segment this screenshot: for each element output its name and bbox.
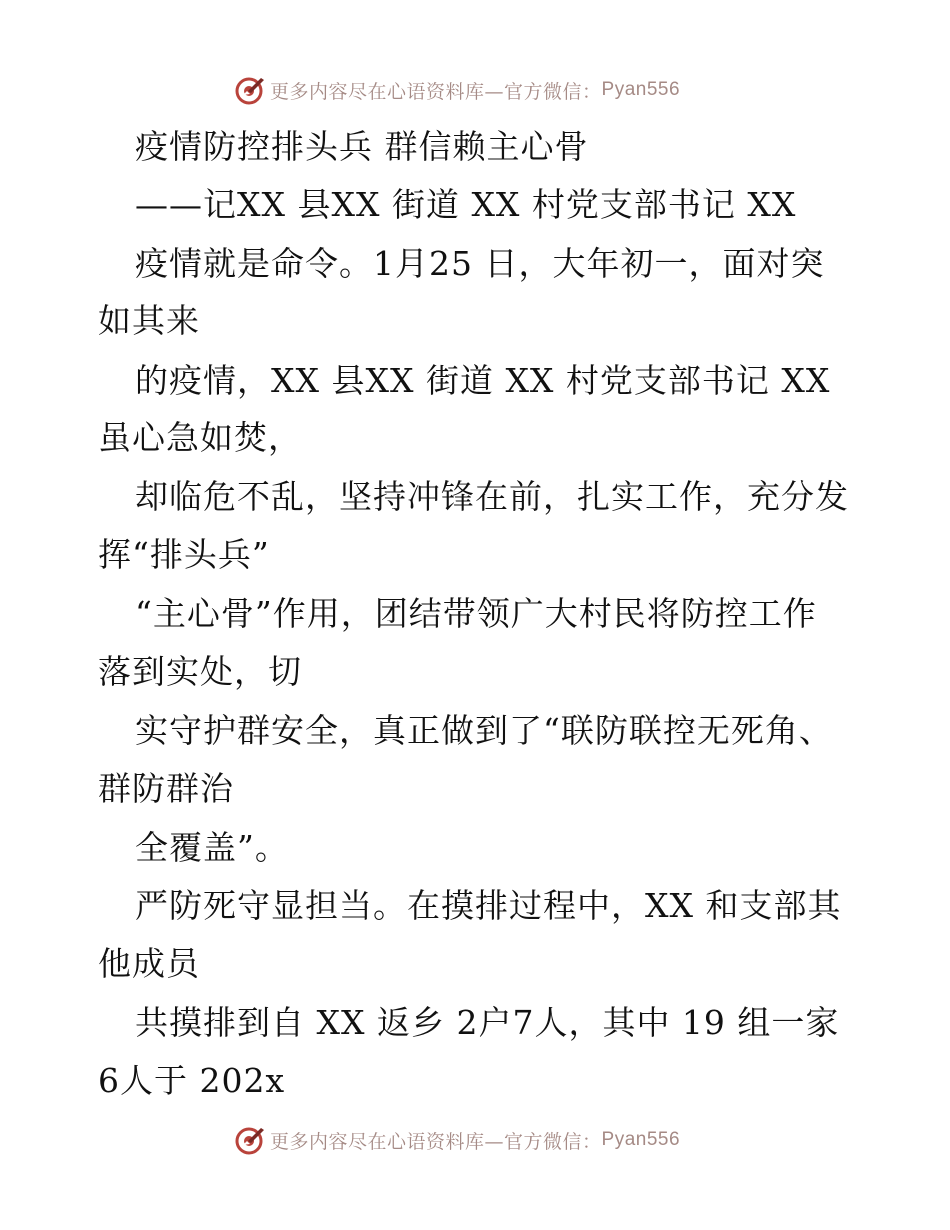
document-title: 疫情防控排头兵 群信赖主心骨 [135,127,589,166]
watermark-banner-top [0,73,950,107]
paragraph-line: 他成员 [98,944,200,983]
paragraph-line: 虽心急如焚， [98,418,302,457]
paragraph-line: “主心骨”作用，团结带领广大村民将防控工作 [135,594,817,633]
pen-logo-icon [234,74,266,106]
watermark-text: 更多内容尽在心语资料库—官方微信： [270,80,602,103]
paragraph-line: 6人于 202x [98,1061,286,1100]
paragraph-line: 共摸排到自 XX 返乡 2户7人，其中 19 组一家 [135,1003,840,1042]
watermark-banner-bottom [0,1123,950,1157]
pen-logo-icon [234,1124,266,1156]
watermark-wechat-id: Pyan556 [601,79,681,100]
paragraph-line: 如其来 [98,301,200,340]
watermark-wechat-id: Pyan556 [601,1129,681,1150]
paragraph-line: 疫情就是命令。1月25 日，大年初一，面对突 [135,244,825,283]
paragraph-line: 落到实处，切 [98,652,302,691]
document-subtitle: ——记XX 县XX 街道 XX 村党支部书记 XX [135,185,797,224]
paragraph-line: 严防死守显担当。在摸排过程中，XX 和支部其 [135,886,842,925]
watermark-text: 更多内容尽在心语资料库—官方微信： [270,1130,602,1153]
paragraph-line: 实守护群安全，真正做到了“联防联控无死角、 [135,711,833,750]
paragraph-line: 挥“排头兵” [98,535,270,574]
paragraph-line: 却临危不乱，坚持冲锋在前，扎实工作，充分发 [135,477,849,516]
paragraph-line: 全覆盖”。 [135,828,289,867]
paragraph-line: 群防群治 [98,769,234,808]
paragraph-line: 的疫情，XX 县XX 街道 XX 村党支部书记 XX [135,361,831,400]
